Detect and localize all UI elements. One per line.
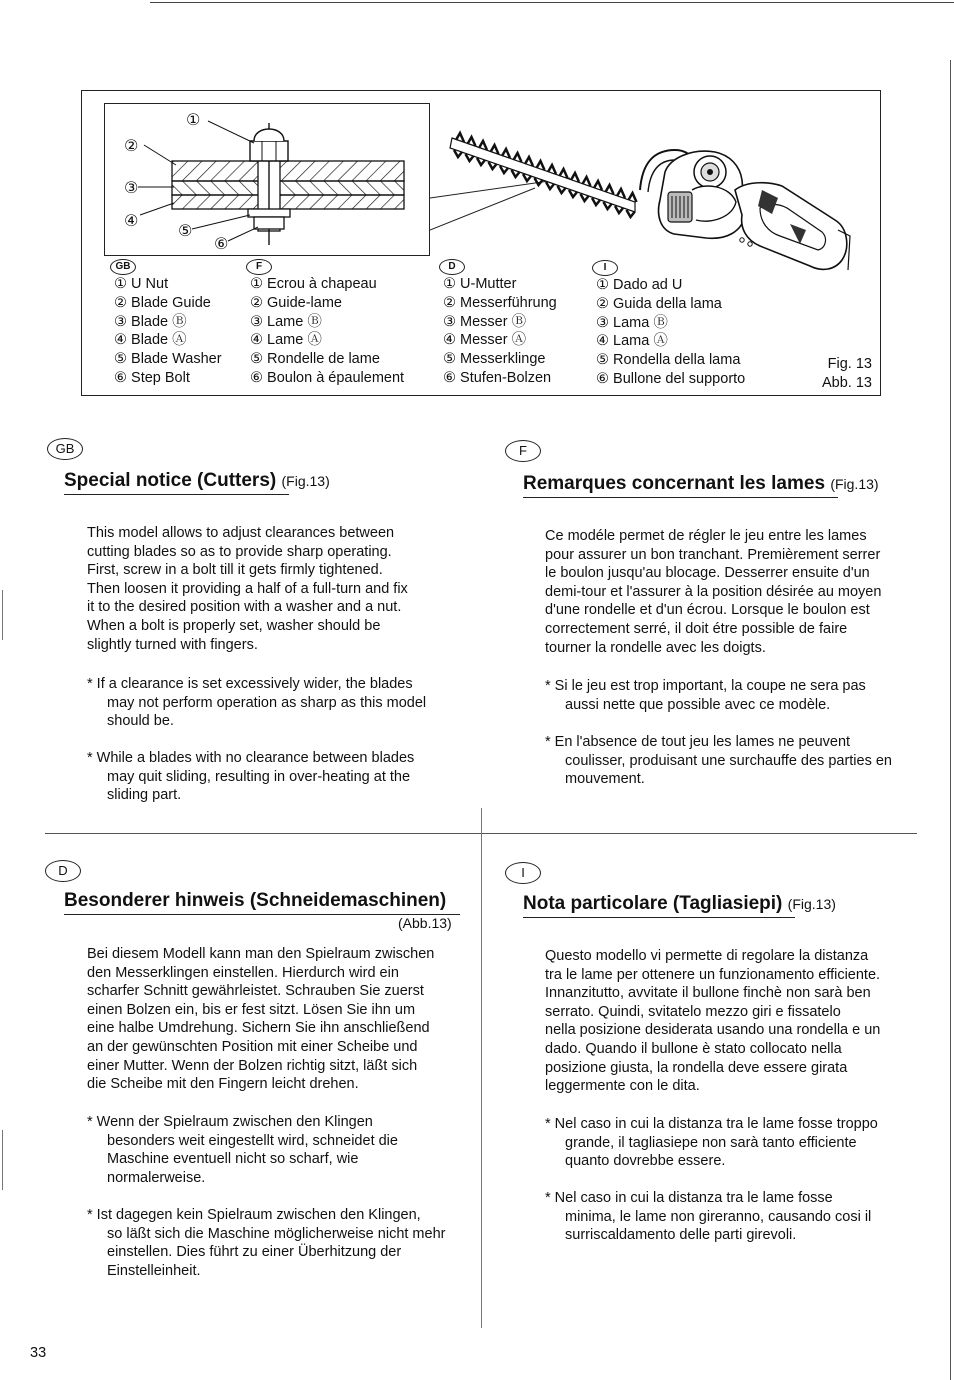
heading-text: Remarques concernant les lames — [523, 473, 826, 494]
legend-item: ⑥ Step Bolt — [114, 369, 190, 386]
section-gb-body — [87, 524, 472, 654]
text-line: so läßt sich die Maschine möglicherweise nicht mehr — [107, 1225, 446, 1242]
text-line: surriscaldamento delle parti girevoli. — [565, 1227, 797, 1244]
legend-gb — [110, 256, 222, 388]
section-f-body — [545, 527, 915, 657]
text-line: quanto dovrebbe essere. — [565, 1153, 726, 1170]
text-line: * While a blades with no clearance between blades — [87, 750, 415, 766]
legend-d — [439, 256, 557, 388]
figure-ref: (Fig.13) — [830, 476, 879, 492]
top-rule — [150, 2, 954, 3]
legend-item: ① Dado ad U — [596, 277, 683, 293]
legend-item: ① U-Mutter — [443, 276, 517, 292]
text-line: eine halbe Umdrehung. Sichern Sie ihn anschließend — [87, 1020, 430, 1037]
legend-item: ⑤ Rondella della lama — [596, 352, 741, 369]
section-d — [45, 860, 81, 882]
heading-text: Special notice (Cutters) — [64, 470, 277, 491]
legend-i — [592, 257, 745, 389]
text-line: * Wenn der Spielraum zwischen den Klingen — [87, 1114, 373, 1130]
text-line: Bei diesem Modell kann man den Spielraum zwischen — [87, 946, 435, 962]
lang-badge-d: D — [45, 860, 81, 882]
legend-item: ② Blade Guide — [114, 294, 211, 311]
legend-item: ③ Blade Ⓑ — [114, 313, 187, 330]
text-line: correctement serré, il doit étre possible de faire — [545, 620, 848, 637]
text-line: Maschine eventuell nicht so scharf, wie — [107, 1151, 359, 1168]
legend-f — [246, 256, 404, 388]
legend-item: ④ Lame Ⓐ — [250, 332, 322, 349]
text-line: einen Bolzen ein, bis er fest sitzt. Lösen Sie ihn um — [87, 1001, 416, 1018]
legend-item: ④ Blade Ⓐ — [114, 332, 187, 349]
text-line: Ce modéle permet de régler le jeu entre les lames — [545, 528, 867, 544]
callout-6: ⑥ — [214, 236, 229, 253]
text-line: einstellen. Dies führt zu einer Überhitzung der — [107, 1244, 402, 1261]
text-line: Questo modello vi permette di regolare la distanza — [545, 948, 869, 964]
text-line: * En l'absence de tout jeu les lames ne peuvent — [545, 734, 851, 750]
lang-badge-gb: GB — [47, 438, 83, 460]
heading-text: Besonderer hinweis (Schneidemaschinen) — [64, 890, 447, 911]
legend-item: ② Guida della lama — [596, 295, 722, 312]
section-d-note-1 — [87, 1113, 482, 1187]
legend-item: ② Guide-lame — [250, 294, 342, 311]
section-f-title — [523, 473, 879, 495]
title-underline — [523, 917, 795, 918]
legend-item: ⑤ Blade Washer — [114, 351, 222, 368]
title-underline — [64, 494, 289, 495]
text-line: This model allows to adjust clearances between — [87, 525, 395, 541]
text-line: mouvement. — [565, 771, 645, 788]
lang-badge: I — [592, 260, 618, 276]
text-line: * Ist dagegen kein Spielraum zwischen den Klingen, — [87, 1207, 421, 1223]
callout-3: ③ — [124, 180, 139, 197]
text-line: When a bolt is properly set, washer should be — [87, 617, 381, 634]
text-line: minima, le lame non gireranno, causando cosi il — [565, 1208, 872, 1225]
text-line: * If a clearance is set excessively wider, the blades — [87, 676, 413, 692]
text-line: die Scheibe mit den Fingern leicht drehen. — [87, 1076, 359, 1093]
text-line: d'une rondelle et d'un écrou. Lorsque le boulon est — [545, 602, 870, 619]
text-line: cutting blades so as to provide sharp operating. — [87, 543, 392, 560]
section-d-title — [64, 890, 446, 912]
section-f-note-2 — [545, 733, 925, 789]
text-line: scharfer Schnitt gewährleistet. Schrauben Sie zuerst — [87, 983, 424, 1000]
text-line: * Nel caso in cui la distanza tra le lame fosse troppo — [545, 1116, 878, 1132]
fig-label-de: Abb. 13 — [822, 374, 872, 391]
section-i-note-2 — [545, 1189, 930, 1245]
legend-item: ③ Lame Ⓑ — [250, 313, 322, 330]
margin-mark — [2, 590, 3, 640]
section-i-note-1 — [545, 1115, 930, 1171]
section-d-note-2 — [87, 1206, 482, 1280]
section-i — [505, 862, 541, 884]
legend-item: ① Ecrou à chapeau — [250, 276, 377, 292]
lang-badge-i: I — [505, 862, 541, 884]
text-line: nella posizione desiderata usando una rondella e un — [545, 1022, 881, 1039]
lang-badge: F — [246, 259, 272, 275]
text-line: * Nel caso in cui la distanza tra le lame fosse — [545, 1190, 833, 1206]
text-line: should be. — [107, 713, 174, 730]
lang-badge: GB — [110, 259, 136, 275]
blade-cross-section-diagram — [104, 103, 430, 256]
text-line: posizione giusta, la rondella deve essere girata — [545, 1059, 848, 1076]
text-line: serrato. Quindi, svitatelo mezzo giri e fissatelo — [545, 1003, 841, 1020]
text-line: First, screw in a bolt till it gets firmly tightened. — [87, 562, 383, 579]
section-gb — [47, 438, 83, 460]
lang-badge-f: F — [505, 440, 541, 462]
text-line: Then loosen it providing a half of a full-turn and fix — [87, 580, 408, 597]
text-line: tra le lame per ottenere un funzionamento efficiente. — [545, 966, 881, 983]
section-gb-title — [64, 470, 330, 492]
text-line: einer Mutter. Wenn der Bolzen richtig sitzt, läßt sich — [87, 1057, 418, 1074]
text-line: slightly turned with fingers. — [87, 636, 258, 653]
text-line: leggermente con le dita. — [545, 1078, 700, 1095]
figure-ref: (Abb.13) — [398, 915, 452, 931]
callout-1: ① — [186, 112, 201, 129]
section-i-title — [523, 893, 836, 915]
legend-item: ⑤ Messerklinge — [443, 351, 546, 368]
lang-badge: D — [439, 259, 465, 275]
section-gb-note-1 — [87, 675, 482, 731]
heading-text: Nota particolare (Tagliasiepi) — [523, 893, 783, 914]
text-line: may quit sliding, resulting in over-heating at the — [107, 768, 411, 785]
text-line: besonders weit eingestellt wird, schneidet die — [107, 1132, 398, 1149]
right-edge-rule — [950, 60, 951, 1380]
figure-ref: (Fig.13) — [281, 473, 330, 489]
legend-item: ③ Lama Ⓑ — [596, 314, 668, 331]
text-line: tourner la rondelle avec les doigts. — [545, 639, 766, 656]
text-line: an der gewünschten Position mit einer Scheibe und — [87, 1038, 418, 1055]
text-line: grande, il tagliasiepe non sarà tanto efficiente — [565, 1134, 857, 1151]
callout-4: ④ — [124, 213, 139, 230]
text-line: sliding part. — [107, 787, 182, 804]
legend-item: ⑥ Bullone del supporto — [596, 370, 746, 387]
text-line: * Si le jeu est trop important, la coupe ne sera pas — [545, 678, 866, 694]
text-line: dado. Quando il bullone è stato collocato nella — [545, 1040, 842, 1057]
text-line: may not perform operation as sharp as this model — [107, 694, 427, 711]
figure-ref: (Fig.13) — [787, 896, 836, 912]
legend-item: ⑥ Boulon à épaulement — [250, 369, 405, 386]
legend-item: ② Messerführung — [443, 294, 557, 311]
title-underline — [523, 497, 838, 498]
text-line: den Messerklingen einstellen. Hierdurch wird ein — [87, 964, 399, 981]
legend-item: ⑥ Stufen-Bolzen — [443, 369, 552, 386]
figure-label — [800, 355, 872, 393]
callout-5: ⑤ — [178, 223, 193, 240]
page-number: 33 — [30, 1345, 47, 1361]
text-line: normalerweise. — [107, 1169, 206, 1186]
section-f-note-1 — [545, 677, 925, 714]
legend-item: ④ Messer Ⓐ — [443, 332, 527, 349]
text-line: pour assurer un bon tranchant. Premièrement serrer — [545, 546, 881, 563]
text-line: Einstelleinheit. — [107, 1262, 201, 1279]
section-i-body — [545, 947, 920, 1096]
text-line: coulisser, produisant une surchauffe des parties en — [565, 752, 892, 769]
text-line: Innanzitutto, avvitate il bullone finchè non sarà ben — [545, 985, 871, 1002]
text-line: demi-tour et l'assurer à la position désirée au moyen — [545, 583, 882, 600]
text-line: aussi nette que possible avec ce modèle. — [565, 696, 831, 713]
fig-label-en: Fig. 13 — [827, 356, 872, 372]
legend-item: ⑤ Rondelle de lame — [250, 351, 380, 368]
section-f — [505, 440, 541, 462]
legend-item: ④ Lama Ⓐ — [596, 333, 668, 350]
legend-item: ① U Nut — [114, 276, 169, 292]
section-gb-note-2 — [87, 749, 482, 805]
callout-2: ② — [124, 138, 139, 155]
section-d-body — [87, 945, 472, 1094]
text-line: le boulon jusqu'au blocage. Desserrer ensuite d'un — [545, 565, 870, 582]
margin-mark — [2, 1130, 3, 1190]
text-line: it to the desired position with a washer and a nut. — [87, 599, 402, 616]
legend-item: ③ Messer Ⓑ — [443, 313, 527, 330]
